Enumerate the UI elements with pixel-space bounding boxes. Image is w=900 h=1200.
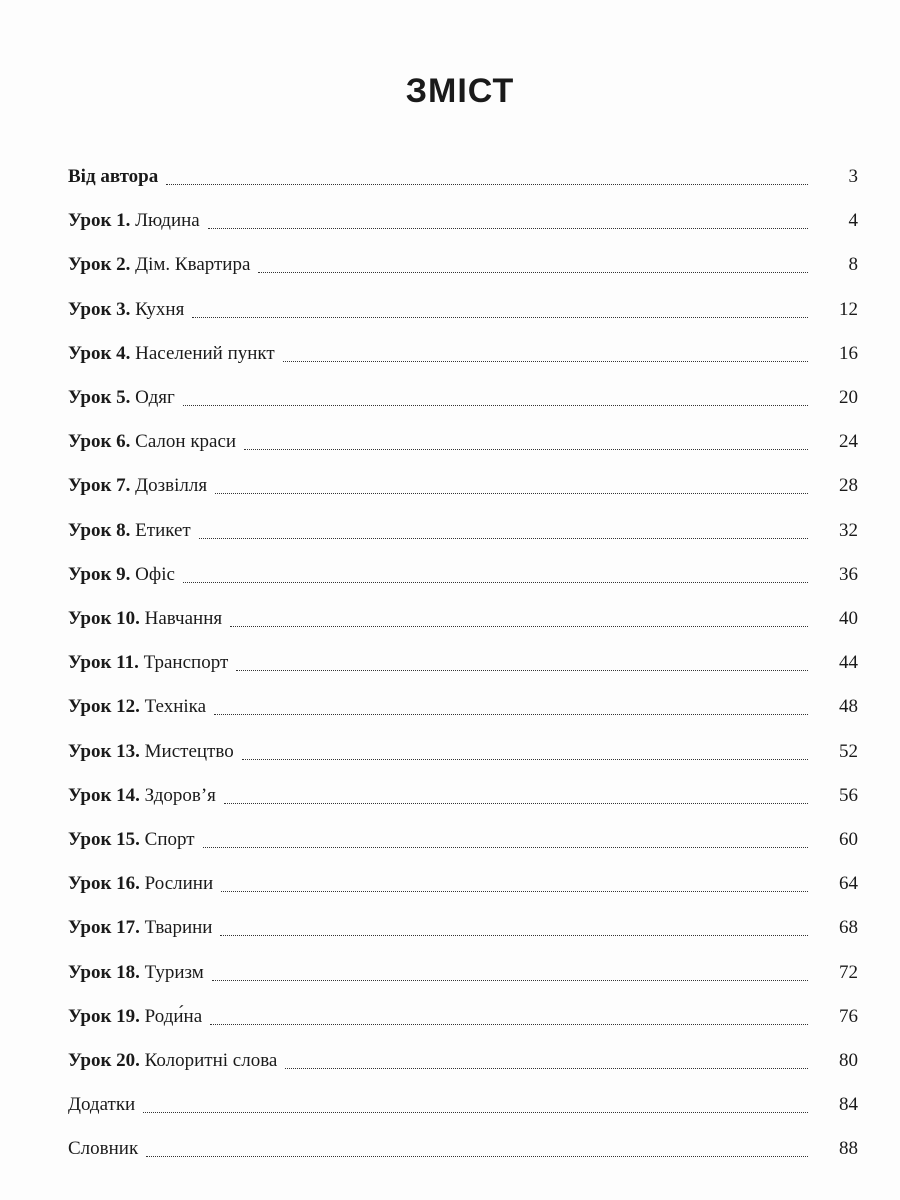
toc-entry-page-number: 20 (839, 387, 858, 408)
toc-entry-label (68, 254, 250, 276)
toc-entry-page-number: 36 (839, 563, 858, 585)
toc-entry-number: Урок 16. (68, 873, 140, 895)
toc-entry-label (68, 741, 234, 763)
toc-entry-label (68, 1050, 277, 1072)
toc-entry-page-number: 56 (839, 784, 858, 806)
toc-entry-number: Урок 13. (68, 740, 140, 762)
toc-entry-number: Урок 5. (68, 387, 131, 408)
toc-entry-label (68, 299, 184, 321)
toc-entry (68, 652, 858, 678)
toc-entry-page-number: 3 (848, 166, 858, 187)
toc-entry-title: Кухня (135, 298, 185, 320)
toc-entry-title: Дім. Квартира (135, 254, 251, 276)
toc-entry (68, 608, 858, 634)
toc-entry-label (68, 210, 200, 232)
toc-entry-label (68, 431, 236, 453)
toc-entry (68, 1006, 858, 1032)
toc-entry (68, 741, 858, 767)
dot-leader (258, 272, 808, 273)
toc-entry (68, 475, 858, 501)
toc-entry-number: Урок 4. (68, 342, 131, 364)
toc-entry-label (68, 873, 213, 895)
toc-entry (68, 564, 858, 590)
dot-leader (143, 1112, 808, 1113)
toc-entry-number: Урок 20. (68, 1050, 140, 1071)
toc-entry-page-number: 28 (839, 475, 858, 497)
toc-entry-number: Урок 14. (68, 784, 140, 806)
toc-entry-title: Словник (68, 1138, 139, 1160)
toc-entry-label (68, 962, 204, 984)
toc-entry (68, 387, 858, 413)
toc-entry-number: Урок 6. (68, 431, 131, 453)
toc-entry-title: Населений пункт (135, 342, 275, 364)
toc-entry-title: Одяг (135, 387, 175, 408)
toc-entry-page-number: 52 (839, 740, 858, 762)
toc-entry-label (68, 343, 275, 365)
toc-entry-page-number: 16 (839, 342, 858, 364)
toc-entry-number: Урок 19. (68, 1005, 140, 1027)
dot-leader (283, 361, 808, 362)
toc-entry-number: Урок 2. (68, 254, 131, 276)
dot-leader (221, 891, 808, 892)
toc-entry-label (68, 608, 222, 630)
dot-leader (199, 538, 808, 539)
toc-entry (68, 1094, 858, 1120)
toc-entry-page-number: 80 (839, 1050, 858, 1071)
toc-entry-page-number: 88 (839, 1138, 858, 1160)
toc-entry-title: Людина (135, 210, 200, 232)
toc-entry (68, 696, 858, 722)
toc-entry-label (68, 1138, 138, 1160)
toc-entry-title: Роди́на (144, 1005, 203, 1027)
toc-entry (68, 1050, 858, 1076)
toc-entry (68, 254, 858, 280)
toc-entry-number: Урок 11. (68, 652, 139, 674)
toc-entry (68, 431, 858, 457)
toc-entry-label (68, 387, 175, 409)
toc-entry-label (68, 520, 191, 542)
toc-entry-page-number: 40 (839, 608, 858, 629)
dot-leader (146, 1156, 808, 1157)
toc-entry-title: Салон краси (135, 431, 237, 453)
toc-entry-title: Дозвілля (135, 475, 208, 497)
toc-entry-page-number: 84 (839, 1094, 858, 1116)
toc-entry-number: Урок 18. (68, 961, 140, 983)
dot-leader (208, 228, 808, 229)
toc-entry (68, 962, 858, 988)
toc-entry (68, 873, 858, 899)
dot-leader (214, 714, 808, 715)
dot-leader (203, 847, 808, 848)
dot-leader (183, 582, 808, 583)
toc-entry-number: Урок 12. (68, 696, 140, 718)
toc-entry-label (68, 1006, 202, 1028)
dot-leader (210, 1024, 808, 1025)
toc-entry-page-number: 76 (839, 1005, 858, 1027)
toc-entry-label (68, 652, 228, 674)
page-title: ЗМІСТ (405, 72, 515, 110)
toc-entry-label (68, 829, 195, 851)
toc-entry-number: Урок 8. (68, 519, 131, 541)
toc-entry-page-number: 60 (839, 829, 858, 850)
toc-entry-title: Тварини (144, 917, 213, 939)
toc-entry-page-number: 4 (848, 210, 858, 232)
toc-entry-page-number: 48 (839, 696, 858, 718)
toc-entry-title: Етикет (135, 519, 191, 541)
toc-entry (68, 785, 858, 811)
toc-entry (68, 520, 858, 546)
toc-entry-number: Урок 10. (68, 608, 140, 629)
toc-entry-page-number: 68 (839, 917, 858, 939)
toc-entry-label (68, 917, 212, 939)
toc-entry-title: Офіс (135, 563, 175, 585)
toc-entry-label (68, 475, 207, 497)
dot-leader (236, 670, 808, 671)
toc-entry-label (68, 785, 216, 807)
toc-entry (68, 917, 858, 943)
toc-entry (68, 299, 858, 325)
toc-entry-label (68, 696, 206, 718)
dot-leader (230, 626, 808, 627)
toc-entry-title: Додатки (68, 1094, 136, 1116)
toc-entry-page-number: 12 (839, 298, 858, 320)
dot-leader (192, 317, 808, 318)
toc-entry-page-number: 24 (839, 431, 858, 453)
toc-entry (68, 166, 858, 192)
toc-entry-title: Здоров’я (144, 784, 216, 806)
toc-entry-title: Туризм (144, 961, 204, 983)
toc-entry-title: Мистецтво (144, 740, 234, 762)
toc-entry (68, 343, 858, 369)
dot-leader (242, 759, 808, 760)
toc-entry-title: Техніка (144, 696, 207, 718)
toc-entry-number: Від автора (68, 166, 159, 187)
toc-entry-number: Урок 1. (68, 210, 131, 232)
toc-entry-page-number: 44 (839, 652, 858, 674)
toc-entry-title: Навчання (144, 608, 223, 629)
toc-entry-title: Рослини (144, 873, 214, 895)
toc-entry-title: Транспорт (143, 652, 229, 674)
dot-leader (212, 980, 808, 981)
toc-entry (68, 829, 858, 855)
toc-entry-page-number: 32 (839, 519, 858, 541)
toc-entry-number: Урок 3. (68, 298, 131, 320)
dot-leader (220, 935, 808, 936)
dot-leader (285, 1068, 808, 1069)
toc-entry-label (68, 166, 158, 188)
dot-leader (215, 493, 808, 494)
toc-entry (68, 1138, 858, 1164)
toc-entry-page-number: 72 (839, 961, 858, 983)
toc-entry-number: Урок 7. (68, 475, 131, 497)
dot-leader (244, 449, 808, 450)
toc-entry-page-number: 8 (848, 254, 858, 276)
toc-entry-page-number: 64 (839, 873, 858, 895)
toc-entry-number: Урок 17. (68, 917, 140, 939)
toc-entry-number: Урок 15. (68, 829, 140, 850)
toc-entry-title: Колоритні слова (144, 1050, 278, 1071)
toc-entry-title: Спорт (144, 829, 195, 850)
toc-entry-number: Урок 9. (68, 563, 131, 585)
toc-entry-label (68, 1094, 135, 1116)
dot-leader (224, 803, 808, 804)
dot-leader (166, 184, 808, 185)
toc-entry (68, 210, 858, 236)
dot-leader (183, 405, 808, 406)
toc-entry-label (68, 564, 175, 586)
